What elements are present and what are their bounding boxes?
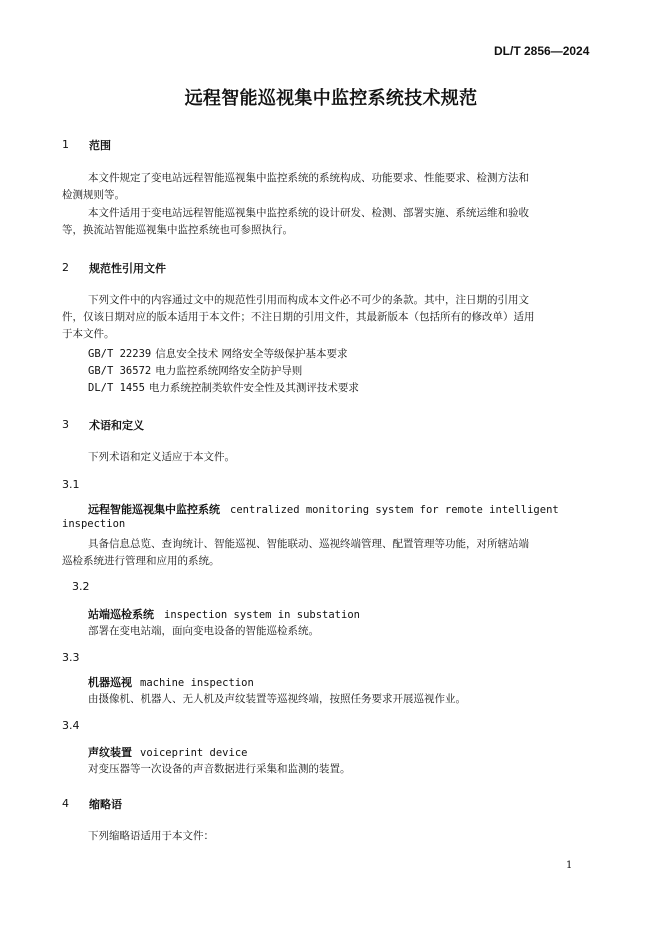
reference-title: 电力系统控制类软件安全性及其测评技术要求	[148, 382, 359, 394]
term-number: 3.1	[62, 478, 80, 491]
term-name-en: centralized monitoring system for remote intelligent	[230, 504, 559, 516]
section-number: 1	[62, 138, 69, 151]
term-definition-line: 巡检系统进行管理和应用的系统。	[62, 555, 220, 567]
term-heading	[88, 743, 247, 761]
term-name-en: inspection system in substation	[164, 609, 360, 621]
section-number: 4	[62, 797, 69, 810]
section-title: 范围	[89, 139, 111, 152]
section-title: 术语和定义	[89, 419, 144, 432]
section-number: 2	[62, 261, 69, 274]
reference-title: 信息安全技术 网络安全等级保护基本要求	[155, 348, 348, 360]
reference-item	[88, 378, 359, 397]
term-definition-line: 对变压器等一次设备的声音数据进行采集和监测的装置。	[88, 763, 351, 775]
page-number: 1	[566, 860, 573, 871]
term-name-cn: 声纹装置	[88, 746, 132, 759]
term-heading	[88, 605, 360, 623]
paragraph-line: 本文件规定了变电站远程智能巡视集中监控系统的系统构成、功能要求、性能要求、检测方法和	[88, 172, 529, 184]
paragraph-line: 件，仅该日期对应的版本适用于本文件；不注日期的引用文件，其最新版本（包括所有的修改单）适用	[62, 311, 535, 323]
term-definition-line: 部署在变电站端，面向变电设备的智能巡检系统。	[88, 625, 319, 637]
paragraph-line: 下列缩略语适用于本文件：	[88, 830, 214, 842]
term-number: 3.4	[62, 719, 80, 732]
reference-code: DL/T 1455	[88, 382, 145, 394]
section-number: 3	[62, 418, 69, 431]
reference-title: 电力监控系统网络安全防护导则	[155, 365, 303, 377]
term-definition-line: 具备信息总览、查询统计、智能巡视、智能联动、巡视终端管理、配置管理等功能，对所辖站端	[88, 538, 529, 550]
term-name-en-continued: inspection	[62, 518, 126, 530]
term-name-cn: 远程智能巡视集中监控系统	[88, 503, 220, 516]
term-name-en: machine inspection	[140, 677, 254, 689]
term-number: 3.2	[72, 580, 90, 593]
reference-code: GB/T 22239	[88, 348, 152, 360]
paragraph-line: 本文件适用于变电站远程智能巡视集中监控系统的设计研发、检测、部署实施、系统运维和验收	[88, 207, 529, 219]
document-title: 远程智能巡视集中监控系统技术规范	[184, 88, 478, 109]
standard-number: DL/T 2856—2024	[494, 44, 590, 58]
term-name-cn: 站端巡检系统	[88, 608, 154, 621]
paragraph-line: 下列术语和定义适应于本文件。	[88, 451, 235, 463]
term-heading	[88, 500, 559, 518]
term-number: 3.3	[62, 651, 80, 664]
section-title: 缩略语	[89, 798, 122, 811]
reference-code: GB/T 36572	[88, 365, 152, 377]
paragraph-line: 检测规则等。	[62, 189, 125, 201]
term-heading	[88, 673, 254, 691]
term-name-en: voiceprint device	[140, 747, 248, 759]
term-definition-line: 由摄像机、机器人、无人机及声纹装置等巡视终端，按照任务要求开展巡视作业。	[88, 693, 466, 705]
term-name-cn: 机器巡视	[88, 676, 132, 689]
paragraph-line: 于本文件。	[62, 328, 115, 340]
paragraph-line: 下列文件中的内容通过文中的规范性引用而构成本文件必不可少的条款。其中，注日期的引用文	[88, 294, 529, 306]
section-title: 规范性引用文件	[89, 262, 166, 275]
paragraph-line: 等，换流站智能巡视集中监控系统也可参照执行。	[62, 224, 293, 236]
